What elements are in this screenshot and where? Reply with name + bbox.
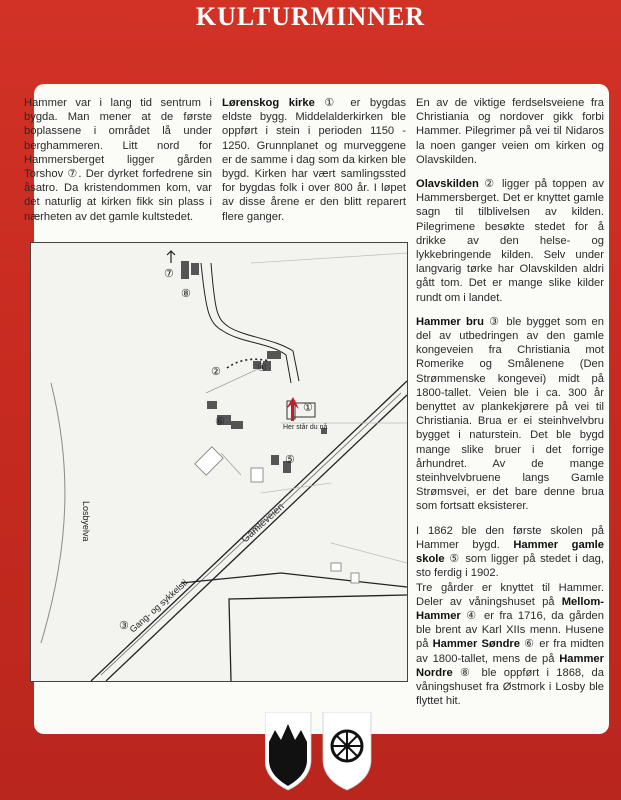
nordre-text: ⑧ ble oppført i 1868, da våningshuset fra Østmork i Losby ble flyttet hit. (416, 666, 604, 708)
coat-of-arms-icon (265, 712, 375, 792)
mellom-text: ④ er fra 1716, da gården ble brent av Karl XIIs menn. Husene på (416, 609, 604, 651)
mellom-title: Mellom-Hammer (416, 595, 604, 622)
marker-7: ⑦ (164, 268, 174, 280)
school-title: Hammer gamle skole (416, 538, 604, 566)
farms-paragraph (416, 581, 604, 709)
school-paragraph (416, 524, 604, 581)
map-svg (31, 243, 407, 681)
sondre-text: ⑥ er fra midten av 1800-tallet, mens de på (416, 638, 605, 665)
olavskilden-title: Olavskilden (416, 178, 479, 191)
marker-1: ① (303, 402, 313, 414)
marker-4: ④ (257, 362, 267, 374)
marker-3: ③ (119, 620, 129, 632)
road-gamleveien-label: Gamleveien (239, 501, 287, 546)
marker-5: ⑤ (285, 454, 295, 466)
river-label: Losbyelva (81, 501, 91, 542)
waterwheel-icon (323, 712, 371, 790)
olavskilden-text: ② ligger på toppen av Hammersberget. Det er knyttet gamle sagn til tilblivelsen av kilden. Pilegrimene besøkte stedet for å drikke av den helse- og lykkebringende kilden. Selv under langvarig tørke har Olavskilden aldri gått tom. Det er mange slike kilder rundt om i landet. (416, 178, 604, 304)
nordre-title: Hammer Nordre (416, 652, 604, 679)
bridge-title: Hammer bru (416, 315, 484, 328)
marker-8: ⑧ (181, 288, 191, 300)
school-text: ⑤ som ligger på stedet i dag, sto ferdig i 1902. (416, 553, 604, 580)
church-text: ① er bygdas eldste bygg. Middelalderkirken ble oppført i stein i perioden 1150 - 1250. Grunnplanet og murveggene er de samme i dag som da kirken ble bygd. Kirken har vært samlingssted for bygdas folk i over 800 år. I løpet av disse årene er den blitt reparert flere ganger. (222, 97, 406, 223)
bridge-paragraph (416, 315, 604, 514)
sondre-title: Hammer Søndre (432, 638, 520, 651)
column-history (24, 96, 212, 234)
school-pre: I 1862 ble den første skolen på Hammer bygd. (416, 524, 604, 551)
page-title: KULTURMINNER (195, 2, 426, 31)
farms-pre: Tre gårder er knyttet til Hammer. Deler av våningshuset på (416, 581, 604, 608)
road-intro: En av de viktige ferdselsveiene fra Christiania og nordover gikk forbi Hammer. Pilegrimer på vei til Nidaros la noen ganger veien om kirken og Olavskilden. (416, 97, 604, 166)
column-church (222, 96, 406, 234)
road-path-label: Gang- og sykkelsti (127, 577, 190, 635)
marker-6: ⑥ (215, 416, 225, 428)
shields (265, 712, 375, 792)
history-text: Hammer var i lang tid sentrum i bygda. Man mener at de første boplassene i området lå under berghammeren. Litt nord for Hammersberget ligger gården Torshov ⑦. Der dyrket forfedrene sin åsatro. Da kristendommen kom, var det naturlig at kirken fikk sin plass i nærheten av det gamle kultstedet. (24, 97, 212, 223)
column-sites (416, 96, 604, 718)
church-paragraph (222, 96, 406, 224)
site-map (30, 242, 408, 682)
bridge-text: ③ ble bygget som en del av utbedringen av den gamle kongeveien fra Christiania mot Romerike og Smålenene (Den Strømmenske kongevei) midt på 1800-tallet. Veien ble i ca. 300 år benyttet av plankekjørere på vei til Christiania. Brua er ei steinhvelvbru bygget i naturstein. Det ble bygd mange slike bruer i det forrige århundret. Av de mange steinhvelvbruene langs Gamle Strømsvei, er det bare denne brua som fortsatt eksisterer. (416, 315, 604, 513)
church-title: Lørenskog kirke (222, 97, 315, 109)
you-are-here-label: Her står du nå (283, 424, 328, 431)
olavskilden-paragraph (416, 177, 604, 305)
marker-2: ② (211, 366, 221, 378)
